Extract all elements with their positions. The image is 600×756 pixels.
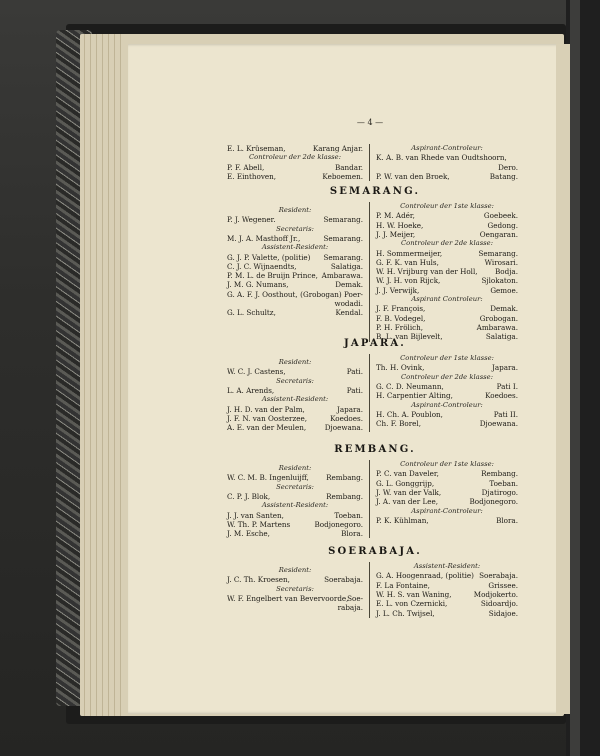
posting-place: Semarang.	[323, 252, 363, 262]
official-name: P. M. L. de Bruijn Prince,	[227, 271, 318, 281]
facing-page-edge	[556, 44, 570, 714]
posting-place: Grissee.	[488, 580, 518, 590]
official-name: A. E. van der Meulen,	[227, 423, 307, 433]
posting-place: Gemoe.	[490, 285, 518, 295]
official-entry	[227, 414, 363, 423]
residency-title: JAPARA.	[344, 338, 406, 349]
right-column-heading: Aspirant-Controleur:	[411, 506, 483, 515]
posting-place: Batang.	[489, 171, 518, 181]
official-entry	[227, 529, 363, 538]
official-name: G. C. D. Neumann,	[376, 381, 444, 391]
posting-place: Pati.	[346, 367, 363, 377]
official-name: G. J. P. Valette, (politie)	[227, 252, 311, 262]
posting-place: Goebeek.	[483, 211, 518, 221]
official-entry	[376, 267, 518, 276]
official-entry	[227, 280, 363, 289]
official-name: J. M. G. Numans,	[227, 280, 289, 290]
right-column-heading: Controleur der 1ste klasse:	[400, 202, 494, 210]
official-name: H. Sommermeijer,	[376, 248, 443, 258]
left-column-heading: Secretaris:	[276, 376, 314, 385]
left-column-heading: Secretaris:	[276, 224, 314, 233]
left-column-heading: Assistent-Resident:	[261, 501, 329, 510]
official-entry	[376, 230, 518, 239]
official-entry	[376, 221, 518, 230]
residency-title: REMBANG.	[334, 444, 416, 455]
left-column-heading: Secretaris:	[276, 584, 314, 593]
posting-place: Ambarawa.	[476, 322, 518, 332]
official-name: P. W. van den Broek,	[376, 171, 450, 181]
official-name: L. A. Arends,	[227, 385, 275, 395]
official-name: W. H. S. van Waning,	[376, 589, 452, 599]
posting-place: Pati.	[346, 385, 363, 395]
posting-place: Blora.	[341, 529, 363, 539]
official-entry	[227, 367, 363, 376]
official-entry	[376, 258, 518, 267]
official-name: J. C. Th. Kroesen,	[227, 575, 290, 585]
column-divider	[369, 144, 370, 181]
posting-place: Rembang.	[326, 491, 363, 501]
posting-place: Pati I.	[496, 381, 518, 391]
right-column-heading: Aspirant-Controleur:	[411, 144, 483, 152]
posting-place: Semarang.	[323, 233, 363, 243]
official-name: H. W. Hoeke,	[376, 220, 424, 230]
official-entry	[227, 575, 363, 584]
official-name: J. F. N. van Oosterzee,	[227, 413, 308, 423]
posting-place: Semarang.	[478, 248, 518, 258]
official-name: P. J. Wegener.	[227, 215, 276, 225]
official-name: J. J. Meijer,	[376, 229, 416, 239]
official-name: C. P. J. Blok,	[227, 491, 271, 501]
posting-place: Gedong.	[487, 220, 518, 230]
posting-place: Koedoes.	[485, 391, 518, 401]
official-entry	[376, 249, 518, 258]
official-entry	[376, 581, 518, 590]
official-name: P. C. van Daveler,	[376, 469, 439, 479]
posting-place: Soerabaja.	[324, 575, 363, 585]
official-entry	[227, 299, 363, 308]
posting-place: Kendal.	[335, 308, 363, 318]
official-entry	[227, 386, 363, 395]
official-entry	[376, 516, 518, 525]
official-entry	[376, 479, 518, 488]
left-column-heading: Assistent-Resident:	[261, 243, 329, 252]
official-entry	[227, 594, 363, 603]
official-entry	[227, 290, 363, 299]
scanner-edge	[566, 0, 600, 756]
posting-place: Dero.	[498, 162, 518, 172]
official-entry	[227, 234, 363, 243]
left-column-heading: Assistent-Resident:	[261, 395, 329, 404]
posting-place: Djoewana.	[324, 423, 363, 433]
official-name: J. H. D. van der Palm,	[227, 404, 305, 414]
official-name: P. F. Abell,	[227, 162, 265, 172]
official-entry	[227, 253, 363, 262]
left-column-heading: Resident:	[278, 206, 312, 214]
official-entry	[376, 410, 518, 419]
official-name: F. La Fontaine,	[376, 580, 430, 590]
left-column-heading: Controleur der 2de klasse:	[248, 153, 341, 162]
official-entry	[227, 423, 363, 432]
right-column-heading: Controleur der 1ste klasse:	[400, 354, 494, 362]
posting-place: Toeban.	[489, 478, 518, 488]
posting-place: Ambarawa.	[321, 271, 363, 281]
right-column-heading: Aspirant Controleur:	[411, 295, 483, 303]
posting-place: Bodjonegoro.	[469, 497, 518, 507]
posting-place: Modjokerto.	[473, 589, 518, 599]
official-name: J. W. van der Valk,	[376, 487, 442, 497]
official-name: J. L. Ch. Twijsel,	[376, 608, 435, 618]
posting-place: Djatirogo.	[481, 487, 518, 497]
posting-place: Oengaran.	[479, 229, 518, 239]
official-name: J. F. François,	[376, 304, 426, 314]
posting-place: Wirosari.	[484, 257, 518, 267]
posting-place: wodadi.	[334, 299, 363, 308]
posting-place: Pati II.	[493, 409, 518, 419]
official-name: W. J. H. von Rijck,	[376, 276, 441, 286]
left-column-heading: Secretaris:	[276, 482, 314, 491]
official-name: Ch. F. Borel,	[376, 419, 422, 429]
official-entry	[227, 308, 363, 317]
official-entry	[227, 405, 363, 414]
official-name: G. L. Gonggrijp,	[376, 478, 435, 488]
official-entry	[227, 603, 363, 612]
posting-place: Sidoardjo.	[480, 599, 518, 609]
official-name: J. J. Verwijk,	[376, 285, 420, 295]
official-entry	[227, 520, 363, 529]
official-name: B. L. van Bijlevelt,	[376, 332, 443, 342]
official-entry	[376, 163, 518, 172]
official-entry	[376, 609, 518, 618]
right-column-heading: Aspirant-Controleur:	[411, 400, 483, 409]
residency-title: SOERABAJA.	[328, 546, 422, 557]
official-name: P. K. Kühlman,	[376, 515, 429, 525]
posting-place: Japara.	[336, 404, 363, 414]
official-entry	[376, 363, 518, 372]
official-name: G. L. Schultz,	[227, 308, 276, 318]
official-entry	[227, 262, 363, 271]
official-name: E. Einthoven,	[227, 171, 277, 181]
posting-place: Sidajoe.	[488, 608, 518, 618]
posting-place: Grobogan.	[479, 313, 518, 323]
official-name: J. J. van Santen,	[227, 510, 284, 520]
official-entry	[376, 419, 518, 428]
posting-place: Salatiga.	[485, 332, 518, 342]
posting-place: Bodja.	[494, 267, 518, 277]
official-name: J. A. van der Lee,	[376, 497, 439, 507]
official-entry	[376, 571, 518, 580]
posting-place: Demak.	[335, 280, 363, 290]
official-name: J. M. Esche,	[227, 529, 270, 539]
posting-place: Japara.	[491, 363, 518, 373]
official-name: K. A. B. van Rhede van Oudtshoorn,	[376, 153, 507, 163]
column-divider	[369, 460, 370, 538]
official-entry	[227, 511, 363, 520]
official-entry	[376, 488, 518, 497]
official-name: Th. H. Ovink,	[376, 363, 425, 373]
right-column-heading: Assistent-Resident:	[413, 562, 481, 570]
residency-title: SEMARANG.	[329, 186, 421, 197]
official-name: W. C. J. Castens,	[227, 367, 286, 377]
posting-place: Semarang.	[323, 215, 363, 225]
posting-place: Keboemen.	[322, 171, 363, 181]
right-column-heading: Controleur der 1ste klasse:	[400, 460, 494, 468]
posting-place: Blora.	[496, 515, 518, 525]
posting-place: (Grobogan) Poer-	[300, 289, 363, 299]
page-number: — 4 —	[356, 118, 384, 127]
official-entry	[376, 469, 518, 478]
official-entry	[376, 314, 518, 323]
official-name: M. J. A. Masthoff Jr.,	[227, 233, 301, 243]
posting-place: Koedoes.	[330, 413, 363, 423]
official-name: G. F. K. van Huls,	[376, 257, 439, 267]
official-entry	[227, 144, 363, 153]
official-name: H. Ch. A. Poublon,	[376, 409, 443, 419]
posting-place: Soerabaja.	[479, 571, 518, 581]
left-column-heading: Resident:	[278, 464, 312, 472]
official-name: F. B. Vodegel,	[376, 313, 426, 323]
official-entry	[376, 153, 518, 162]
official-entry	[227, 271, 363, 280]
official-entry	[376, 382, 518, 391]
posting-place: Rembang.	[326, 473, 363, 483]
official-entry	[376, 286, 518, 295]
posting-place: Toeban.	[334, 510, 363, 520]
official-name: G. A. Hoogenraad, (politie)	[376, 571, 474, 581]
column-divider	[369, 354, 370, 432]
column-divider	[369, 202, 370, 342]
official-entry	[227, 215, 363, 224]
left-column-heading: Resident:	[278, 566, 312, 574]
posting-place: Salatiga.	[330, 261, 363, 271]
posting-place: rabaja.	[337, 603, 363, 613]
official-entry	[376, 497, 518, 506]
official-name: E. L. von Czernicki,	[376, 599, 448, 609]
official-entry	[376, 590, 518, 599]
official-entry	[376, 172, 518, 181]
left-column-heading: Resident:	[278, 358, 312, 366]
posting-place: Bodjonegoro.	[314, 519, 363, 529]
official-name: W. H. Vrijburg van der Holl,	[376, 267, 478, 277]
right-column-heading: Controleur der 2de klasse:	[400, 239, 493, 248]
posting-place: Djoewana.	[479, 419, 518, 429]
official-name: W. Th. P. Martens	[227, 519, 291, 529]
official-name: W. F. Engelbert van Bevervoorde,	[227, 593, 349, 603]
official-entry	[227, 172, 363, 181]
posting-place: Karang Anjar.	[312, 144, 363, 153]
official-entry	[227, 473, 363, 482]
official-name: W. C. M. B. Ingenluijff,	[227, 473, 309, 483]
official-entry	[376, 304, 518, 313]
official-entry	[227, 163, 363, 172]
official-name: G. A. F. J. Oosthout,	[227, 289, 298, 299]
official-name: C. J. C. Wijnaendts,	[227, 261, 297, 271]
official-entry	[227, 492, 363, 501]
official-entry	[376, 323, 518, 332]
posting-place: Demak.	[490, 304, 518, 314]
official-name: H. Carpentier Alting,	[376, 391, 453, 401]
official-entry	[376, 391, 518, 400]
official-entry	[376, 211, 518, 220]
column-divider	[369, 562, 370, 618]
posting-place: Soe-	[347, 593, 363, 603]
official-entry	[376, 276, 518, 285]
right-column-heading: Controleur der 2de klasse:	[400, 372, 493, 381]
posting-place: Sjlokaton.	[481, 276, 518, 286]
posting-place: Rembang.	[481, 469, 518, 479]
official-entry	[376, 599, 518, 608]
official-name: P. M. Adér,	[376, 211, 415, 221]
posting-place: Bandar.	[334, 162, 363, 172]
official-name: E. L. Krüseman,	[227, 144, 286, 153]
official-name: P. H. Frölich,	[376, 322, 424, 332]
